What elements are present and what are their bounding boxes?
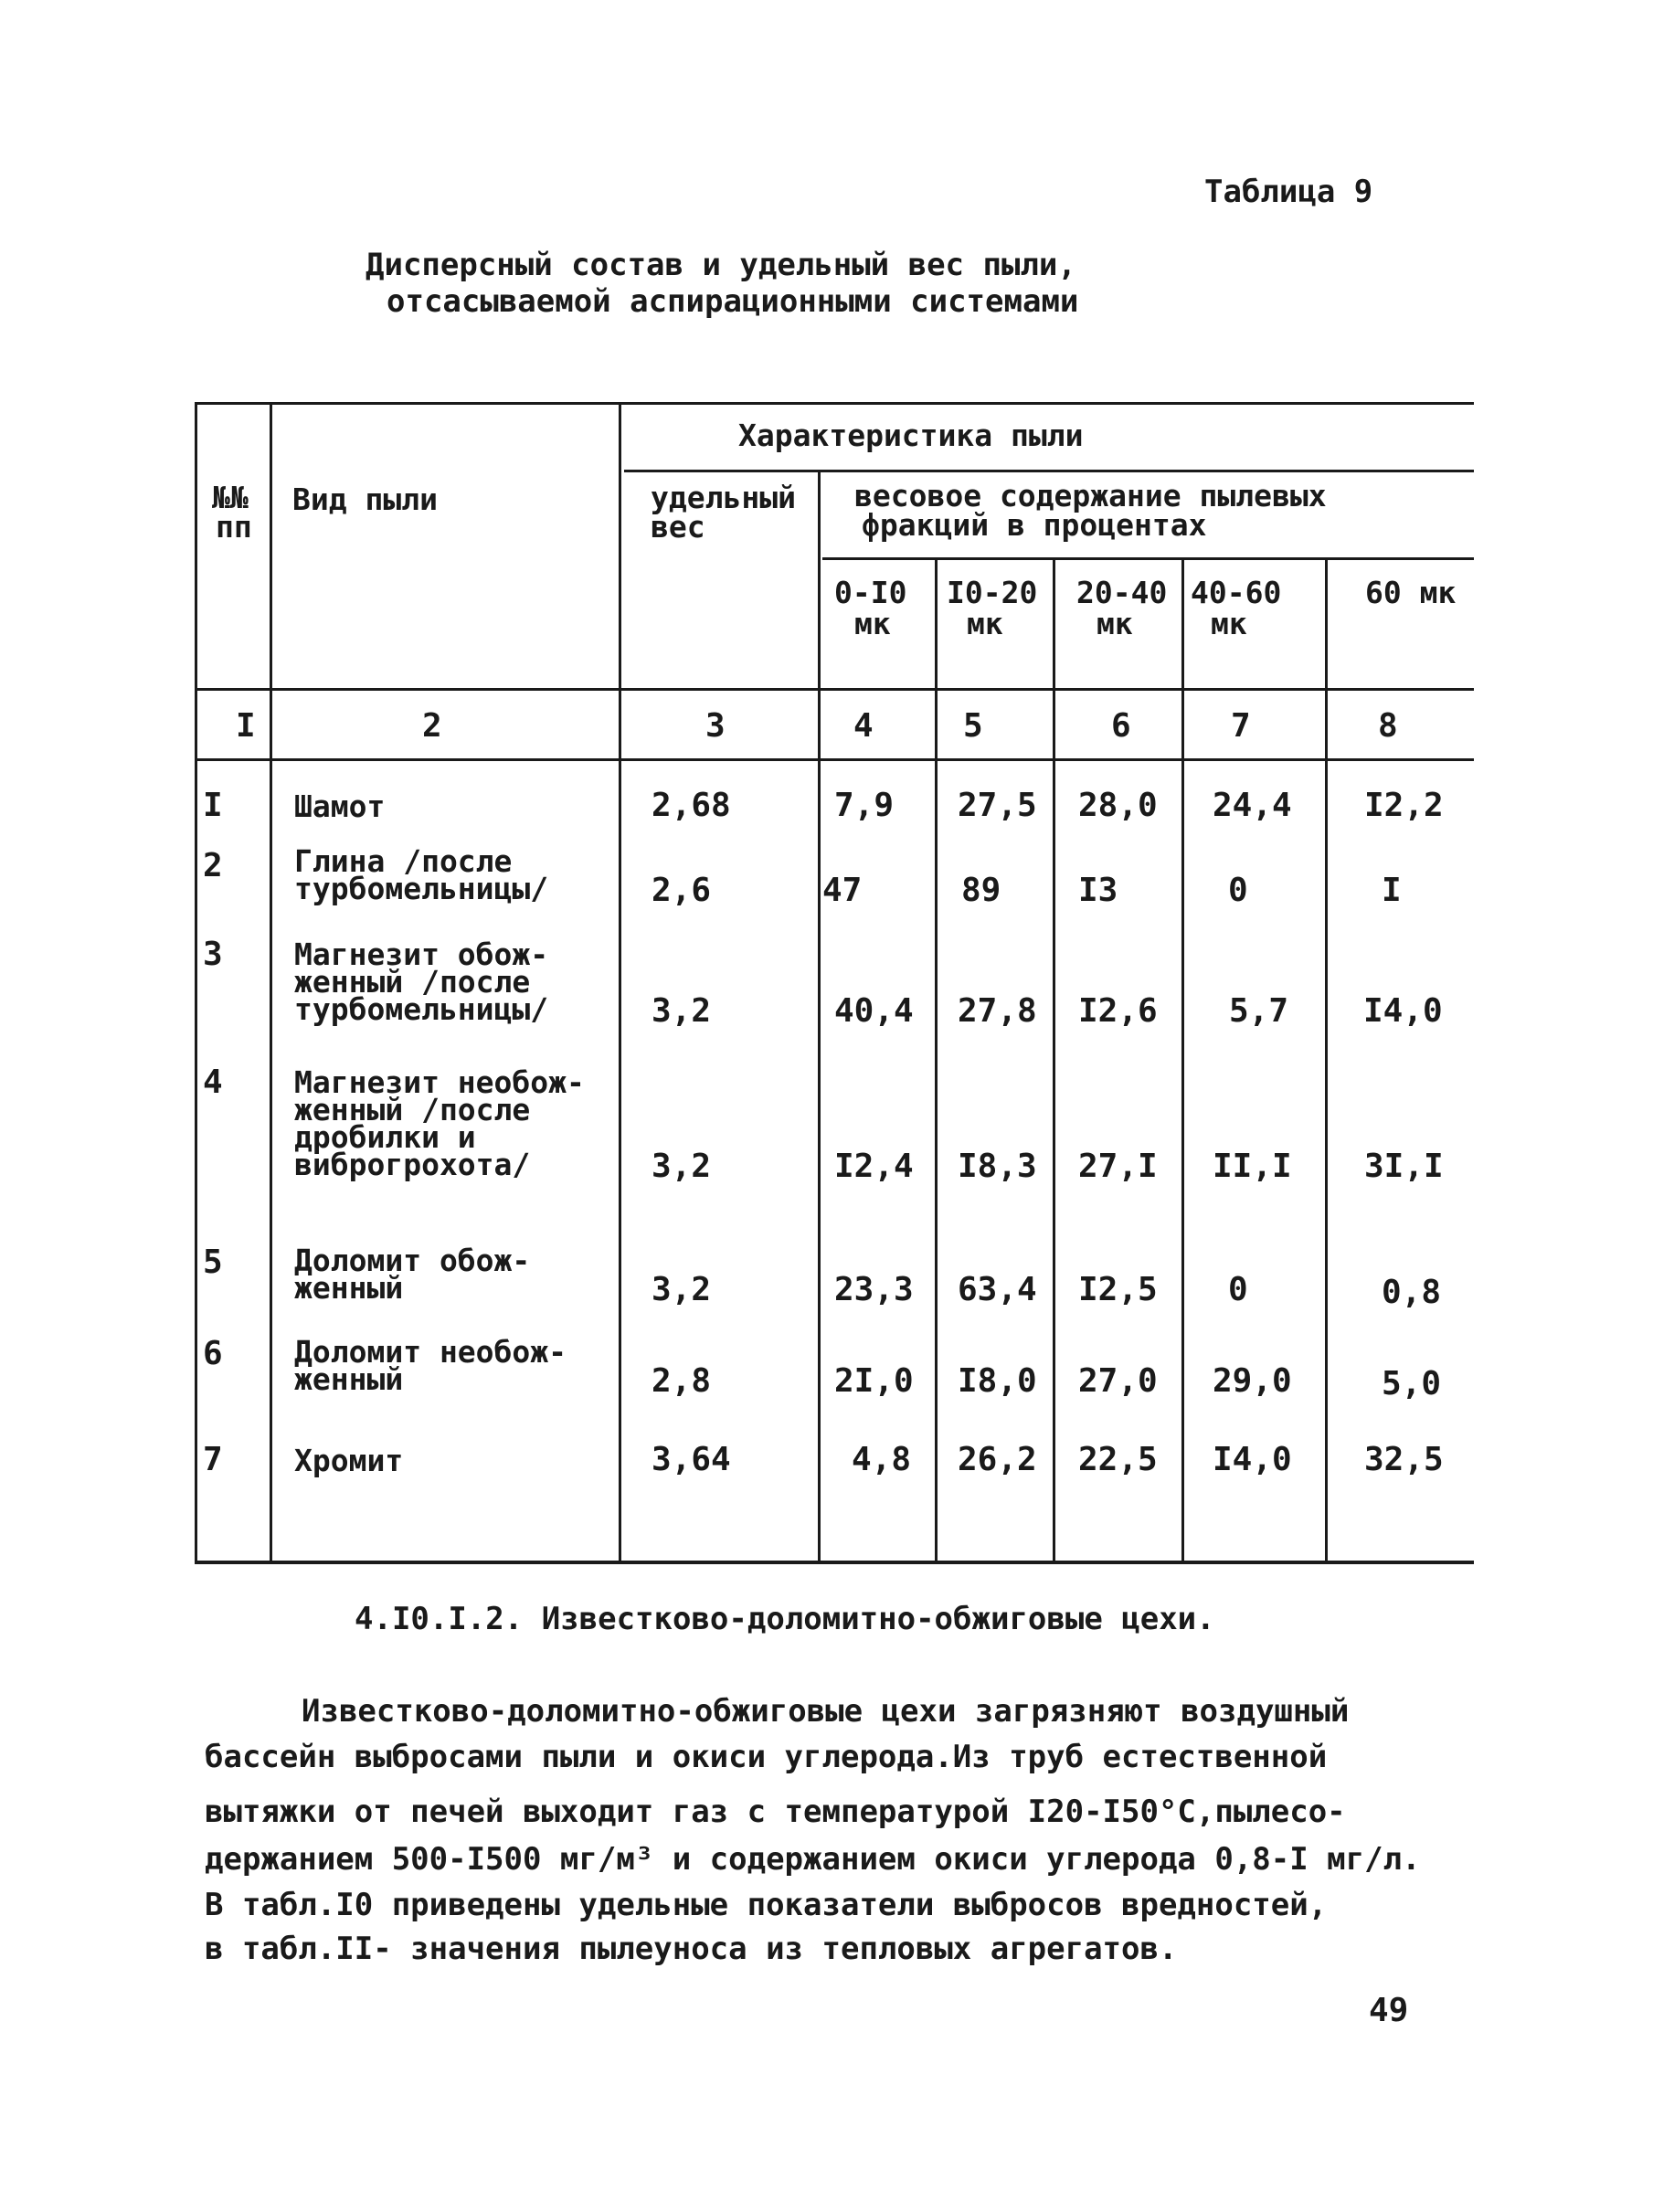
fraction-40-60-range: 40-60 [1191, 575, 1282, 610]
row-1-weight: 2,68 [652, 787, 731, 824]
col-number-5: 5 [963, 707, 983, 745]
row-3-frac-2: 27,8 [958, 992, 1037, 1030]
header-dust-type: Вид пыли [292, 482, 438, 517]
row-6-frac-2: I8,0 [958, 1362, 1037, 1400]
row-4-frac-2: I8,3 [958, 1148, 1037, 1185]
row-7-frac-5: 32,5 [1364, 1441, 1444, 1478]
row-1-number: I [203, 787, 223, 824]
row-3-frac-5: I4,0 [1363, 992, 1443, 1030]
row-5-frac-2: 63,4 [958, 1271, 1037, 1308]
rule-under-weight-content [822, 557, 1474, 560]
row-5-weight: 3,2 [652, 1271, 712, 1308]
col-number-6: 6 [1111, 707, 1131, 745]
col-divider-7 [1325, 557, 1328, 1562]
row-2-frac-3: I3 [1078, 872, 1118, 909]
table-top-border [195, 402, 1474, 405]
section-heading: 4.I0.I.2. Известково-доломитно-обжиговые цехи. [355, 1601, 1215, 1637]
row-3-weight: 3,2 [652, 992, 712, 1030]
col-divider-6 [1181, 557, 1184, 1562]
rule-under-header [195, 688, 1474, 691]
row-1-frac-4: 24,4 [1213, 787, 1292, 824]
row-6-frac-4: 29,0 [1213, 1362, 1292, 1400]
header-num-line-1: №№ [212, 480, 249, 515]
rule-under-characteristic [624, 470, 1474, 472]
col-divider-1 [270, 402, 272, 1562]
col-number-3: 3 [705, 707, 726, 745]
row-6-weight: 2,8 [652, 1362, 712, 1400]
row-1-name-line-1: Шамот [294, 788, 386, 824]
row-4-weight: 3,2 [652, 1148, 712, 1185]
row-1-frac-5: I2,2 [1364, 787, 1444, 824]
row-5-frac-1: 23,3 [834, 1271, 914, 1308]
fraction-10-20-unit: мк [967, 606, 1003, 641]
rule-under-col-numbers [195, 758, 1474, 761]
paragraph-line-4: держанием 500-I500 мг/м³ и содержанием окиси углерода 0,8-I мг/л. [205, 1841, 1421, 1878]
row-3-frac-4: 5,7 [1229, 992, 1289, 1030]
paragraph-line-2: бассейн выбросами пыли и окиси углерода.Из труб естественной [205, 1739, 1328, 1775]
row-6-frac-1: 2I,0 [834, 1362, 914, 1400]
row-2-weight: 2,6 [652, 872, 712, 909]
row-2-frac-4: 0 [1228, 872, 1248, 909]
row-3-number: 3 [203, 936, 223, 973]
row-5-frac-3: I2,5 [1078, 1271, 1158, 1308]
header-num-line-2: пп [216, 509, 252, 545]
row-4-frac-1: I2,4 [834, 1148, 914, 1185]
row-4-frac-3: 27,I [1078, 1148, 1158, 1185]
row-3-name-line-2: женный /после [294, 964, 531, 1000]
page-number: 49 [1369, 1992, 1409, 2029]
col-divider-5 [1053, 557, 1055, 1562]
row-3-frac-1: 40,4 [834, 992, 914, 1030]
row-6-frac-5: 5,0 [1382, 1365, 1442, 1402]
fraction-20-40-unit: мк [1097, 606, 1133, 641]
row-1-frac-1: 7,9 [834, 787, 895, 824]
row-7-name-line-1: Хромит [294, 1443, 404, 1478]
row-5-frac-4: 0 [1228, 1271, 1248, 1308]
row-2-frac-1: 47 [822, 872, 863, 909]
row-2-frac-5: I [1382, 872, 1402, 909]
fraction-0-10-range: 0-I0 [834, 575, 907, 610]
header-weight-content-line-2: фракций в процентах [862, 507, 1207, 543]
fraction-60-plus: 60 мк [1365, 575, 1457, 610]
row-2-name-line-1: Глина /после [294, 843, 513, 879]
row-6-name-line-1: Доломит необож- [294, 1334, 567, 1370]
col-number-1: I [236, 707, 256, 745]
row-2-name-line-2: турбомельницы/ [294, 871, 549, 906]
row-6-frac-3: 27,0 [1078, 1362, 1158, 1400]
row-7-frac-1: 4,8 [852, 1441, 912, 1478]
row-4-frac-5: 3I,I [1364, 1148, 1444, 1185]
row-4-name-line-2: женный /после [294, 1092, 531, 1127]
row-2-number: 2 [203, 847, 223, 884]
col-number-4: 4 [853, 707, 874, 745]
row-4-frac-4: II,I [1213, 1148, 1292, 1185]
row-5-name-line-2: женный [294, 1270, 404, 1306]
fraction-10-20-range: I0-20 [947, 575, 1038, 610]
row-7-frac-3: 22,5 [1078, 1441, 1158, 1478]
header-characteristic: Характеристика пыли [738, 418, 1084, 453]
fraction-40-60-unit: мк [1211, 606, 1247, 641]
col-number-2: 2 [422, 707, 442, 745]
row-5-number: 5 [203, 1244, 223, 1281]
col-divider-2 [619, 402, 621, 1562]
row-4-name-line-1: Магнезит необож- [294, 1064, 585, 1100]
table-label: Таблица 9 [1204, 174, 1373, 210]
fraction-20-40-range: 20-40 [1076, 575, 1168, 610]
row-1-frac-3: 28,0 [1078, 787, 1158, 824]
fraction-0-10-unit: мк [854, 606, 891, 641]
table-bottom-border [195, 1561, 1474, 1564]
paragraph-line-3: вытяжки от печей выходит газ с температурой I20-I50°С,пылесо- [205, 1794, 1346, 1830]
col-divider-3 [818, 470, 821, 1562]
row-5-frac-5: 0,8 [1382, 1274, 1442, 1311]
header-weight-content-line-1: весовое содержание пылевых [854, 478, 1327, 513]
paragraph-line-6: в табл.II- значения пылеуноса из тепловых агрегатов. [205, 1931, 1178, 1967]
table-title-line-1: Дисперсный состав и удельный вес пыли, [366, 247, 1076, 283]
paragraph-line-5: В табл.I0 приведены удельные показатели выбросов вредностей, [205, 1887, 1328, 1923]
table-left-border [195, 402, 197, 1562]
row-2-frac-2: 89 [961, 872, 1001, 909]
row-3-frac-3: I2,6 [1078, 992, 1158, 1030]
paragraph-line-1: Известково-доломитно-обжиговые цехи загрязняют воздушный [302, 1693, 1350, 1730]
row-7-frac-4: I4,0 [1213, 1441, 1292, 1478]
row-6-number: 6 [203, 1335, 223, 1372]
row-6-name-line-2: женный [294, 1361, 404, 1397]
row-7-number: 7 [203, 1441, 223, 1478]
row-5-name-line-1: Доломит обож- [294, 1243, 531, 1278]
row-3-name-line-1: Магнезит обож- [294, 937, 549, 972]
header-specific-weight-line-1: удельный [651, 480, 796, 515]
row-7-weight: 3,64 [652, 1441, 731, 1478]
row-4-number: 4 [203, 1064, 223, 1101]
header-specific-weight-line-2: вес [651, 509, 705, 545]
table-title-line-2: отсасываемой аспирационными системами [387, 283, 1079, 320]
col-number-7: 7 [1231, 707, 1251, 745]
col-number-8: 8 [1378, 707, 1398, 745]
row-1-frac-2: 27,5 [958, 787, 1037, 824]
row-3-name-line-3: турбомельницы/ [294, 991, 549, 1027]
row-4-name-line-3: дробилки и [294, 1119, 476, 1155]
row-7-frac-2: 26,2 [958, 1441, 1037, 1478]
row-4-name-line-4: виброгрохота/ [294, 1147, 531, 1182]
col-divider-4 [935, 557, 938, 1562]
